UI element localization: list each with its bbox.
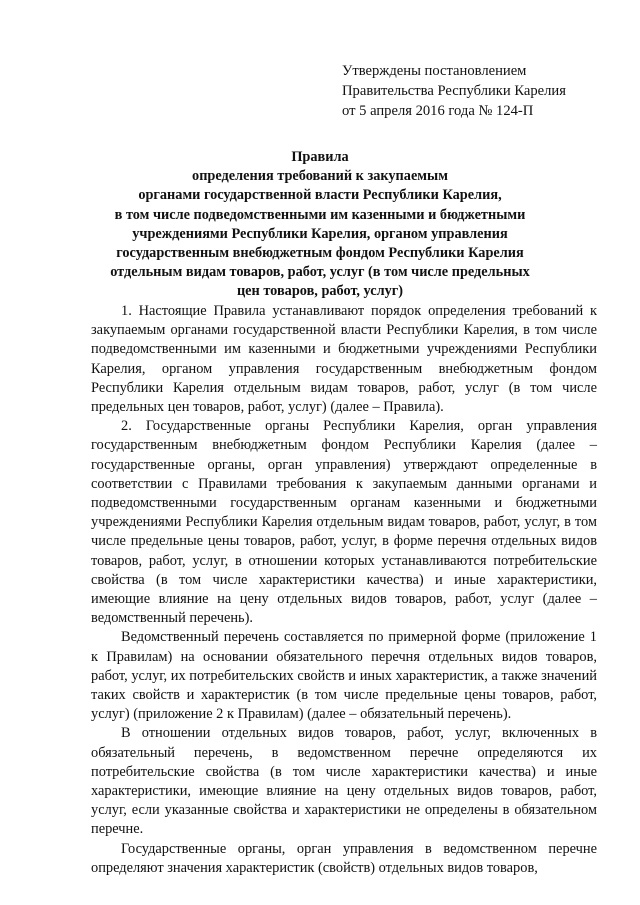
title-line: в том числе подведомственными им казенными и бюджетными — [114, 206, 526, 223]
document-title — [95, 148, 545, 302]
approval-line-3: от 5 апреля 2016 года № 124-П — [342, 103, 534, 119]
paragraph-4: В отношении отдельных видов товаров, работ, услуг, включенных в обязательный перечень, в ведомственном перечне определяются их потребительские свойства (в том числе характеристики качества) и иные характеристики, имеющие влияние на цену отдельных видов товаров, работ, услуг, если указанные свойства и характеристики не определены в обязательном перечне. — [91, 725, 597, 838]
title-line: определения требований к закупаемым — [192, 168, 448, 185]
approval-line-2: Правительства Республики Карелия — [342, 83, 566, 99]
approval-line-1: Утверждены постановлением — [342, 63, 527, 79]
paragraph-3: Ведомственный перечень составляется по примерной форме (приложение 1 к Правилам) на основании обязательного перечня отдельных видов товаров, работ, услуг, их потребительских свойств и иных характеристик, а также значений таких свойств и характеристик (в том числе предельные цены товаров, работ, услуг) (приложение 2 к Правилам) (далее – обязательный перечень). — [91, 629, 597, 723]
paragraph-2: 2. Государственные органы Республики Карелия, орган управления государственным внебюджетным фондом Республики Карелия (далее – государственные органы, орган управления) утверждают определенные в соответствии с Правилами требования к закупаемым данными органами и подведомственными государственным органам казенными и бюджетными учреждениями Республики Карелия отдельным видам товаров, работ, услуг, в том числе предельные цены товаров, работ, услуг, в форме перечня отдельных видов товаров, работ, услуг, в отношении которых устанавливаются потребительские свойства (в том числе характеристики качества) и иные характеристики, имеющие влияние на цену отдельных видов товаров, работ, услуг (далее – ведомственный перечень). — [91, 418, 597, 627]
title-line: отдельным видам товаров, работ, услуг (в том числе предельных — [110, 264, 530, 281]
title-line: учреждениями Республики Карелия, органом управления — [132, 225, 508, 242]
document-body — [91, 302, 597, 878]
title-line: государственным внебюджетным фондом Республики Карелия — [116, 245, 524, 262]
title-line: цен товаров, работ, услуг) — [236, 283, 404, 300]
title-line: органами государственной власти Республики Карелия, — [138, 187, 502, 204]
title-heading: Правила — [291, 149, 349, 165]
paragraph-5: Государственные органы, орган управления в ведомственном перечне определяют значения характеристик (свойств) отдельных видов товаров, — [91, 840, 597, 876]
paragraph-1: 1. Настоящие Правила устанавливают порядок определения требований к закупаемым органами государственной власти Республики Карелия, в том числе подведомственными им казенными и бюджетными учреждениями Республики Карелия, органом управления государственным внебюджетным фондом Республики Карелия отдельным видам товаров, работ, услуг (в том числе предельных цен товаров, работ, услуг) (далее – Правила). — [91, 303, 597, 416]
approval-stamp — [342, 61, 566, 121]
